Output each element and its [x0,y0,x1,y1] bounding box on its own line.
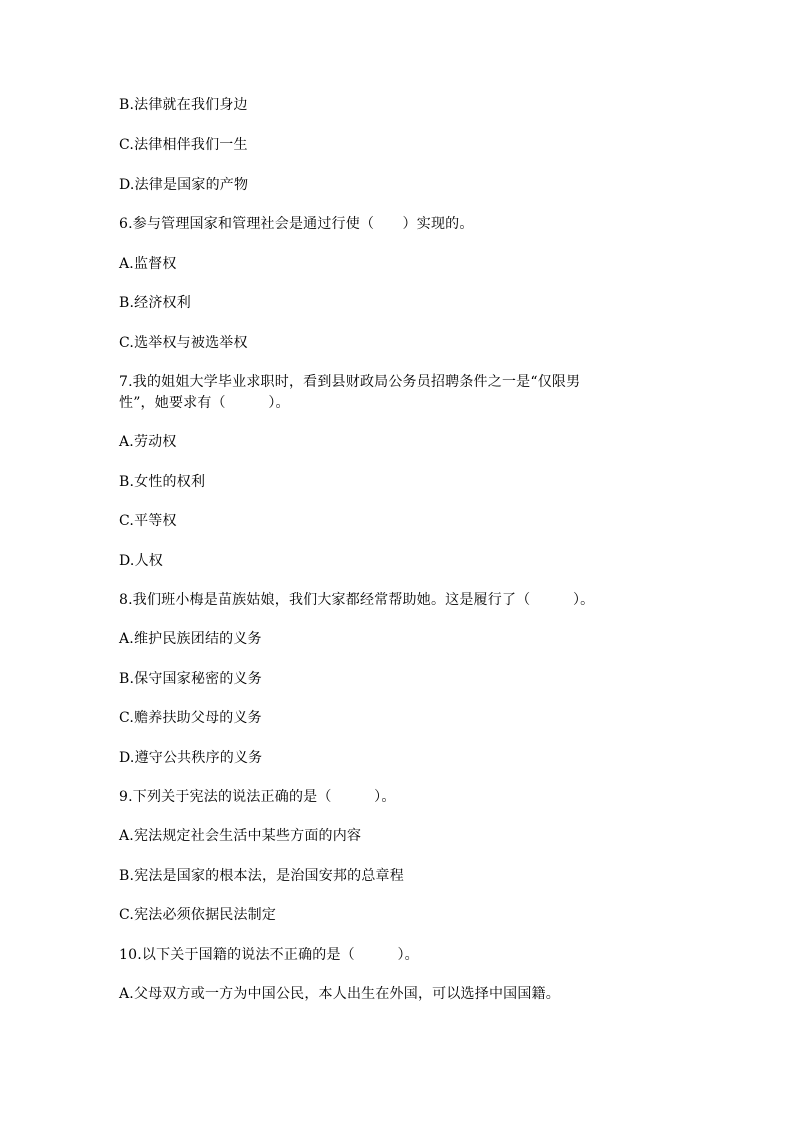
question-7-line-2: 性”，她要求有（ ）。 [119,395,290,411]
q6-option-a: A.监督权 [119,256,177,272]
q10-option-a: A.父母双方或一方为中国公民，本人出生在外国，可以选择中国国籍。 [119,986,560,1002]
question-10: 10.以下关于国籍的说法不正确的是（ ）。 [119,947,419,963]
option-c-law-lifelong: C.法律相伴我们一生 [119,137,248,153]
question-7-line-1: 7.我的姐姐大学毕业求职时，看到县财政局公务员招聘条件之一是“仅限男 [119,374,581,390]
option-b-law-around-us: B.法律就在我们身边 [119,97,248,113]
q8-option-c: C.赡养扶助父母的义务 [119,710,262,726]
q7-option-a: A.劳动权 [119,434,177,450]
q9-option-a: A.宪法规定社会生活中某些方面的内容 [119,828,362,844]
question-8: 8.我们班小梅是苗族姑娘，我们大家都经常帮助她。这是履行了（ ）。 [119,592,595,608]
q9-option-b: B.宪法是国家的根本法，是治国安邦的总章程 [119,868,404,884]
q7-option-b: B.女性的权利 [119,474,206,490]
q7-option-c: C.平等权 [119,513,177,529]
q8-option-a: A.维护民族团结的义务 [119,631,262,647]
question-6: 6.参与管理国家和管理社会是通过行使（ ）实现的。 [119,216,474,232]
q6-option-c: C.选举权与被选举权 [119,335,248,351]
option-d-law-state-product: D.法律是国家的产物 [119,177,249,193]
q8-option-d: D.遵守公共秩序的义务 [119,750,263,766]
q8-option-b: B.保守国家秘密的义务 [119,671,262,687]
q7-option-d: D.人权 [119,553,163,569]
q6-option-b: B.经济权利 [119,295,191,311]
question-9: 9.下列关于宪法的说法正确的是（ ）。 [119,789,396,805]
q9-option-c: C.宪法必须依据民法制定 [119,907,277,923]
